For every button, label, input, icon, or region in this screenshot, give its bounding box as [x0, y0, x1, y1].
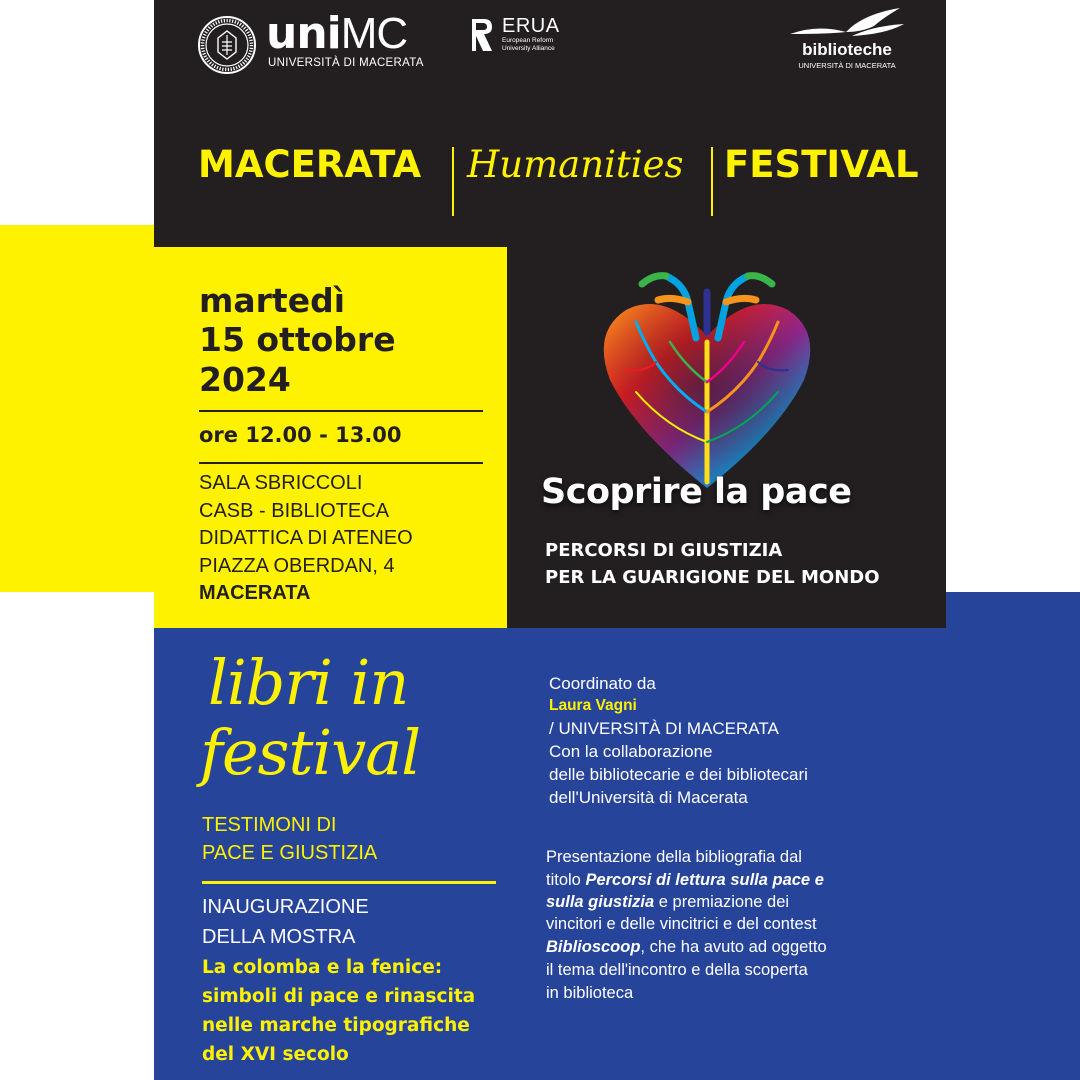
exhibit-title-line: La colomba e la fenice: [202, 957, 443, 978]
erua-wordmark: ERUA [502, 15, 560, 37]
presentation-line [546, 891, 789, 914]
unimc-wordmark [266, 8, 407, 59]
venue-line: SALA SBRICCOLI [199, 472, 363, 494]
contest-name: Biblioscoop [546, 938, 641, 956]
inauguration-line: INAUGURAZIONE [202, 896, 369, 918]
collaboration-line: Con la collaborazione [549, 742, 713, 761]
festival-title-macerata: MACERATA [198, 143, 422, 186]
libri-title-line: libri in [208, 646, 409, 719]
divider [199, 410, 483, 412]
presentation-text: e premiazione dei [654, 893, 790, 911]
coordinator-label: Coordinato da [549, 674, 656, 693]
erua-subtitle-2: University Alliance [502, 45, 555, 52]
yellow-side-band [0, 225, 154, 592]
talk-subtitle-line: PER LA GUARIGIONE DEL MONDO [545, 567, 880, 588]
presentation-line: il tema dell'incontro e della scoperta [546, 961, 808, 979]
blue-side-band [946, 592, 1080, 1080]
venue-line: DIDATTICA DI ATENEO [199, 527, 413, 549]
venue-city: MACERATA [199, 582, 311, 604]
title-divider [711, 147, 713, 216]
presentation-line [546, 869, 824, 892]
presentation-text: , che ha avuto ad oggetto [640, 938, 827, 956]
talk-title: Scoprire la pace [541, 472, 852, 512]
inauguration-line: DELLA MOSTRA [202, 926, 356, 948]
event-year: 2024 [199, 360, 291, 399]
divider [202, 881, 496, 884]
presentation-line [546, 936, 827, 959]
exhibit-title-line: nelle marche tipografiche [202, 1015, 470, 1036]
collaboration-line: delle bibliotecarie e dei bibliotecari [549, 765, 808, 784]
biblioteche-subtitle: UNIVERSITÀ DI MACERATA [798, 61, 896, 70]
libri-title-line: festival [200, 716, 421, 789]
unimc-word-uni: uni [266, 8, 341, 59]
erua-logo-icon [470, 17, 494, 53]
rainbow-heart-tree-icon [596, 262, 818, 492]
presentation-line: Presentazione della bibliografia dal [546, 848, 802, 866]
presentation-text: titolo [546, 871, 586, 889]
exhibit-title-line: simboli di pace e rinascita [202, 986, 476, 1007]
festival-title-festival: FESTIVAL [724, 143, 919, 186]
biblioteche-wordmark: biblioteche [802, 40, 892, 59]
coordinator-affiliation: / UNIVERSITÀ DI MACERATA [549, 719, 779, 738]
title-divider [452, 147, 454, 216]
unimc-seal-icon [198, 16, 256, 74]
talk-subtitle-line: PERCORSI DI GIUSTIZIA [545, 540, 783, 561]
book-wings-icon [788, 4, 906, 42]
event-date: 15 ottobre [199, 320, 396, 359]
erua-subtitle-1: European Reform [502, 37, 554, 44]
collaboration-line: dell'Università di Macerata [549, 788, 748, 807]
unimc-subtitle: UNIVERSITÀ DI MACERATA [268, 57, 424, 69]
bibliography-title: sulla giustizia [546, 893, 655, 911]
presentation-line: in biblioteca [546, 984, 634, 1002]
bibliography-title: Percorsi di lettura sulla pace e [585, 871, 824, 889]
event-day: martedì [199, 281, 346, 320]
divider [199, 462, 483, 464]
event-time: ore 12.00 - 13.00 [199, 423, 402, 447]
coordinator-name: Laura Vagni [549, 697, 637, 714]
venue-line: PIAZZA OBERDAN, 4 [199, 555, 395, 577]
festival-title-humanities: Humanities [467, 143, 684, 186]
theme-line: PACE E GIUSTIZIA [202, 842, 378, 864]
theme-line: TESTIMONI DI [202, 814, 337, 836]
venue-line: CASB - BIBLIOTECA [199, 500, 390, 522]
exhibit-title-line: del XVI secolo [202, 1044, 349, 1065]
unimc-word-mc: MC [340, 9, 408, 58]
presentation-line: vincitori e delle vincitrici e del contest [546, 915, 817, 933]
